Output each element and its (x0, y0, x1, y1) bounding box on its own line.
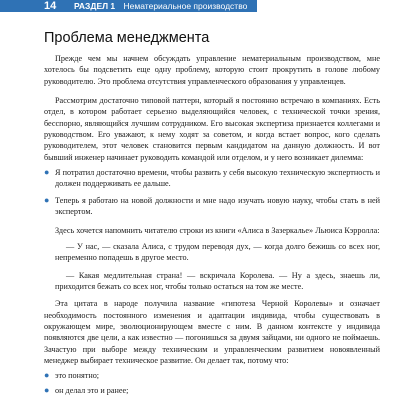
section-title: Нематериальное производство (123, 1, 248, 11)
reasons-list (44, 370, 380, 396)
page-header (0, 0, 420, 12)
section-number: РАЗДЕЛ 1 (74, 1, 116, 11)
page-content (44, 30, 380, 404)
bullet-icon: ● (44, 384, 50, 395)
list-item (44, 195, 380, 218)
list-item (44, 385, 380, 396)
closing-paragraph: Эта цитата в народе получила название «гипотеза Черной Королевы» и означает необходимость постоянного изменения и адаптации индивида, чтобы существовать в окружающем мире, эволюционирующем вместе с ним. В данном контексте у индивида появляются две цели, а как известно — погонишься за двумя зайцами, ни одного не поймаешь. Зачастую при выборе между техническим и управленческим развитием новоявленный менеджер выбирает техническое развитие. Он делает так, потому что: (44, 299, 380, 365)
list-item-text: это понятно; (55, 371, 100, 381)
quote-line: — У нас, — сказала Алиса, с трудом переводя дух, — когда долго бежишь со всех ног, непременно попадешь в другое место. (55, 241, 380, 263)
chapter-heading: Проблема менеджмента (44, 30, 210, 46)
list-item (44, 370, 380, 381)
running-head (66, 0, 257, 12)
bullet-icon: ● (44, 370, 50, 381)
quote-line: — Какая медлительная страна! — вскричала Королева. — Ну а здесь, знаешь ли, приходится бежать со всех ног, чтобы только остаться на том же месте. (55, 270, 380, 291)
list-item (44, 167, 380, 190)
list-item-text: он делал это и ранее; (55, 385, 129, 395)
list-item-text: Теперь я работаю на новой должности и мне надо изучать новую науку, чтобы стать в ней экспертом. (55, 195, 380, 217)
list-item-text: Я потратил достаточно времени, чтобы развить у себя высокую техническую экспертность и должен поддерживать ее дальше. (55, 168, 380, 189)
dilemma-list (44, 167, 380, 217)
bullet-icon: ● (44, 167, 50, 178)
bullet-icon: ● (44, 194, 50, 205)
quote-intro-paragraph: Здесь хочется напомнить читателю строки из книги «Алиса в Зазеркалье» Льюиса Кэрролла: (55, 226, 380, 236)
intro-paragraph: Прежде чем мы начнем обсуждать управление нематериальным производством, мне хотелось бы подсветить еще одну проблему, которую стоит прокрутить в голове любому руководителю. Это проблема отсутствия управленческого образования у управленцев. (44, 54, 380, 86)
page-number: 14 (0, 0, 66, 12)
pattern-paragraph: Рассмотрим достаточно типовой паттерн, который я постоянно встречаю в компаниях. Есть отдел, в котором работает серьезно выделяющийся человек, с технической точки зрения, бесспорно, являющийся лучшим сотрудником. Его высокая экспертиза признается коллегами и руководством. Его уважают, к нему ходят за советом, и когда встает вопрос, кого сделать руководителем, этот человек становится первым кандидатом на данную должность. И вот бывший инженер начинает руководить командой или отделом, и у него возникает дилемма: (44, 96, 380, 162)
